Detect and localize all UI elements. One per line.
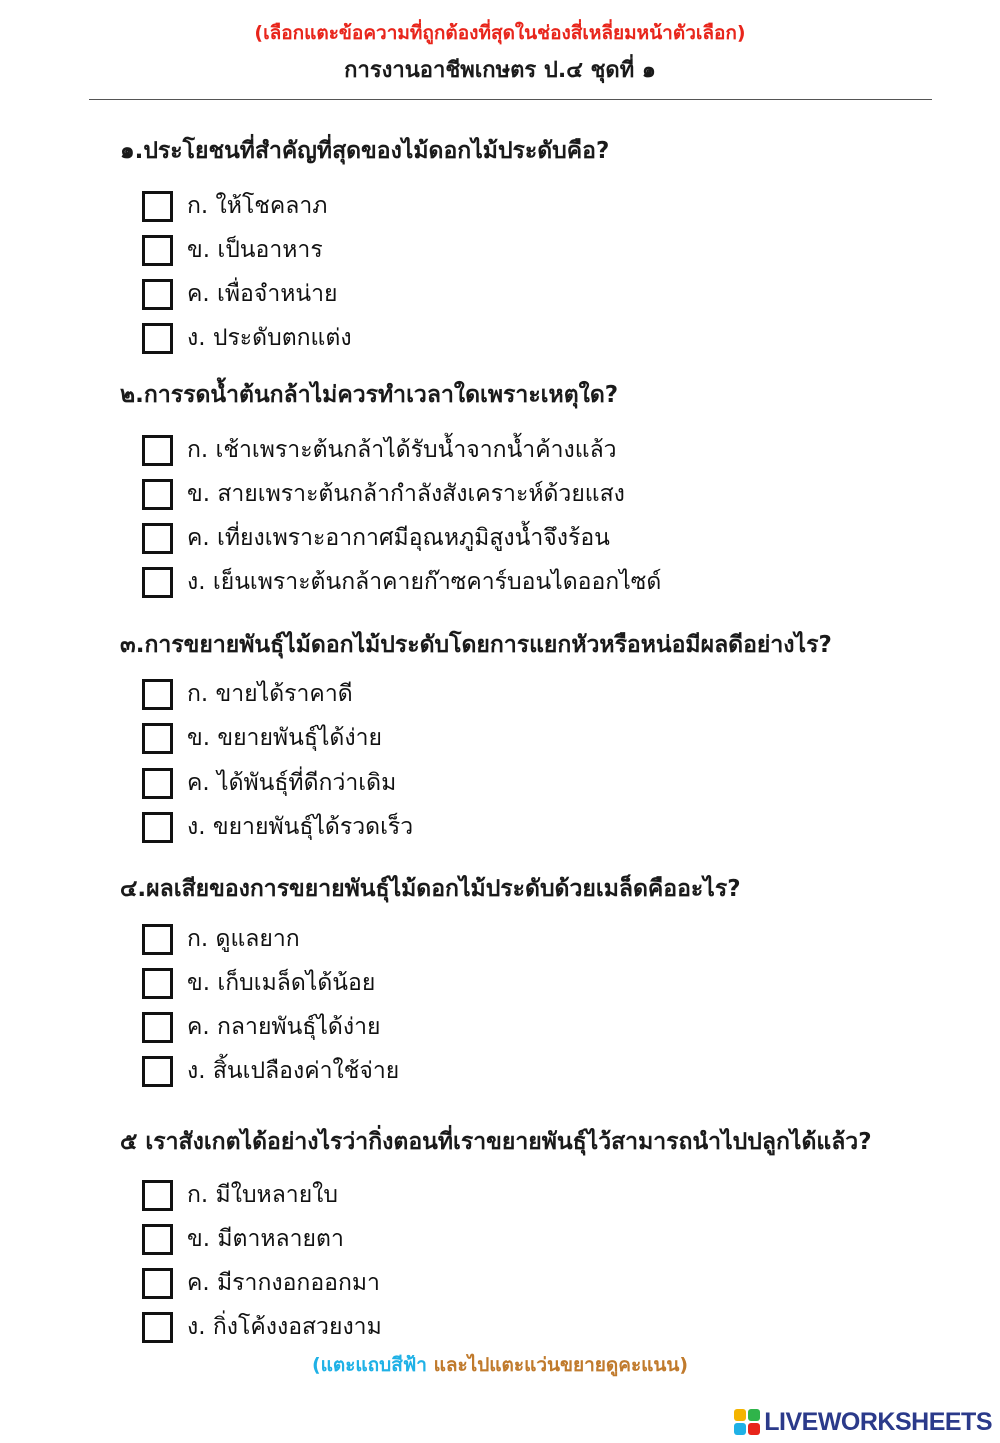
option-label[interactable]: ก. ขายได้ราคาดี (187, 681, 353, 707)
question-3-option-c[interactable] (142, 765, 396, 801)
option-checkbox[interactable] (142, 768, 173, 799)
option-label[interactable]: ง. ประดับตกแต่ง (187, 325, 352, 351)
question-2-option-b[interactable] (142, 476, 625, 512)
question-5-text: ๕ เราสังเกตได้อย่างไรว่ากิ่งตอนที่เราขยายพันธุ์ไว้สามารถนำไปปลูกได้แล้ว? (120, 1129, 872, 1155)
question-3-option-a[interactable] (142, 676, 353, 712)
option-label[interactable]: ค. เที่ยงเพราะอากาศมีอุณหภูมิสูงน้ำจึงร้อน (187, 525, 610, 551)
option-checkbox[interactable] (142, 924, 173, 955)
option-label[interactable]: ก. มีใบหลายใบ (187, 1182, 339, 1208)
option-checkbox[interactable] (142, 1012, 173, 1043)
option-label[interactable]: ก. ให้โชคลาภ (187, 193, 328, 219)
option-checkbox[interactable] (142, 279, 173, 310)
option-label[interactable]: ก. ดูแลยาก (187, 926, 300, 952)
option-checkbox[interactable] (142, 723, 173, 754)
question-1-option-a[interactable] (142, 188, 327, 224)
option-label[interactable]: ง. สิ้นเปลืองค่าใช้จ่าย (187, 1058, 400, 1084)
question-2-option-a[interactable] (142, 432, 617, 468)
question-5-option-d[interactable] (142, 1309, 382, 1345)
score-hint-brown-text: และไปแตะแว่นขยายดูคะแนน) (426, 1354, 689, 1376)
question-4-option-a[interactable] (142, 921, 300, 957)
question-2-text: ๒.การรดน้ำต้นกล้าไม่ควรทำเวลาใดเพราะเหตุใด? (120, 382, 619, 408)
option-checkbox[interactable] (142, 567, 173, 598)
worksheet-title: การงานอาชีพเกษตร ป.๔ ชุดที่ ๑ (344, 58, 656, 83)
option-label[interactable]: ง. เย็นเพราะต้นกล้าคายก๊าซคาร์บอนไดออกไซด์ (187, 569, 662, 595)
option-checkbox[interactable] (142, 812, 173, 843)
liveworksheets-logo-icon (734, 1409, 760, 1435)
question-5-option-a[interactable] (142, 1177, 338, 1213)
option-label[interactable]: ง. กิ่งโค้งงอสวยงาม (187, 1314, 382, 1340)
question-4-option-d[interactable] (142, 1053, 399, 1089)
option-label[interactable]: ข. สายเพราะต้นกล้ากำลังสังเคราะห์ด้วยแสง (187, 481, 625, 507)
option-label[interactable]: ง. ขยายพันธุ์ได้รวดเร็ว (187, 814, 414, 840)
option-checkbox[interactable] (142, 679, 173, 710)
question-2-option-d[interactable] (142, 564, 661, 600)
question-2-option-c[interactable] (142, 520, 610, 556)
question-3-option-b[interactable] (142, 720, 382, 756)
option-label[interactable]: ก. เช้าเพราะต้นกล้าได้รับน้ำจากน้ำค้างแล้ว (187, 437, 617, 463)
option-label[interactable]: ค. ได้พันธุ์ที่ดีกว่าเดิม (187, 770, 397, 796)
score-hint (0, 1350, 1000, 1380)
question-1-text: ๑.ประโยชนที่สำคัญที่สุดของไม้ดอกไม้ประดับคือ? (120, 138, 610, 164)
option-label[interactable]: ข. มีตาหลายตา (187, 1226, 344, 1252)
option-checkbox[interactable] (142, 1224, 173, 1255)
question-4-option-c[interactable] (142, 1009, 380, 1045)
option-label[interactable]: ข. เป็นอาหาร (187, 237, 323, 263)
liveworksheets-wordmark: LIVEWORKSHEETS (764, 1407, 992, 1436)
option-checkbox[interactable] (142, 523, 173, 554)
header-divider (89, 99, 932, 100)
option-label[interactable]: ค. เพื่อจำหน่าย (187, 281, 338, 307)
liveworksheets-branding[interactable] (734, 1405, 992, 1439)
option-checkbox[interactable] (142, 1056, 173, 1087)
option-checkbox[interactable] (142, 435, 173, 466)
option-label[interactable]: ข. เก็บเมล็ดได้น้อย (187, 970, 376, 996)
question-3-option-d[interactable] (142, 809, 413, 845)
option-label[interactable]: ค. กลายพันธุ์ได้ง่าย (187, 1014, 381, 1040)
question-4-text: ๔.ผลเสียของการขยายพันธุ์ไม้ดอกไม้ประดับด้วยเมล็ดคืออะไร? (120, 876, 741, 902)
question-4-option-b[interactable] (142, 965, 375, 1001)
option-checkbox[interactable] (142, 1180, 173, 1211)
option-label[interactable]: ค. มีรากงอกออกมา (187, 1270, 380, 1296)
question-5-option-c[interactable] (142, 1265, 380, 1301)
question-1-option-d[interactable] (142, 320, 352, 356)
question-1-option-b[interactable] (142, 232, 323, 268)
option-checkbox[interactable] (142, 968, 173, 999)
question-1-option-c[interactable] (142, 276, 338, 312)
option-checkbox[interactable] (142, 235, 173, 266)
option-checkbox[interactable] (142, 323, 173, 354)
instruction-text: (เลือกแตะข้อความที่ถูกต้องที่สุดในช่องสี่เหลี่ยมหน้าตัวเลือก) (254, 22, 746, 44)
option-checkbox[interactable] (142, 479, 173, 510)
option-checkbox[interactable] (142, 191, 173, 222)
question-5-option-b[interactable] (142, 1221, 344, 1257)
option-label[interactable]: ข. ขยายพันธุ์ได้ง่าย (187, 725, 382, 751)
score-hint-blue-text: (แตะแถบสีฟ้า (311, 1354, 427, 1376)
question-3-text: ๓.การขยายพันธุ์ไม้ดอกไม้ประดับโดยการแยกหัวหรือหน่อมีผลดีอย่างไร? (120, 632, 832, 658)
option-checkbox[interactable] (142, 1312, 173, 1343)
option-checkbox[interactable] (142, 1268, 173, 1299)
